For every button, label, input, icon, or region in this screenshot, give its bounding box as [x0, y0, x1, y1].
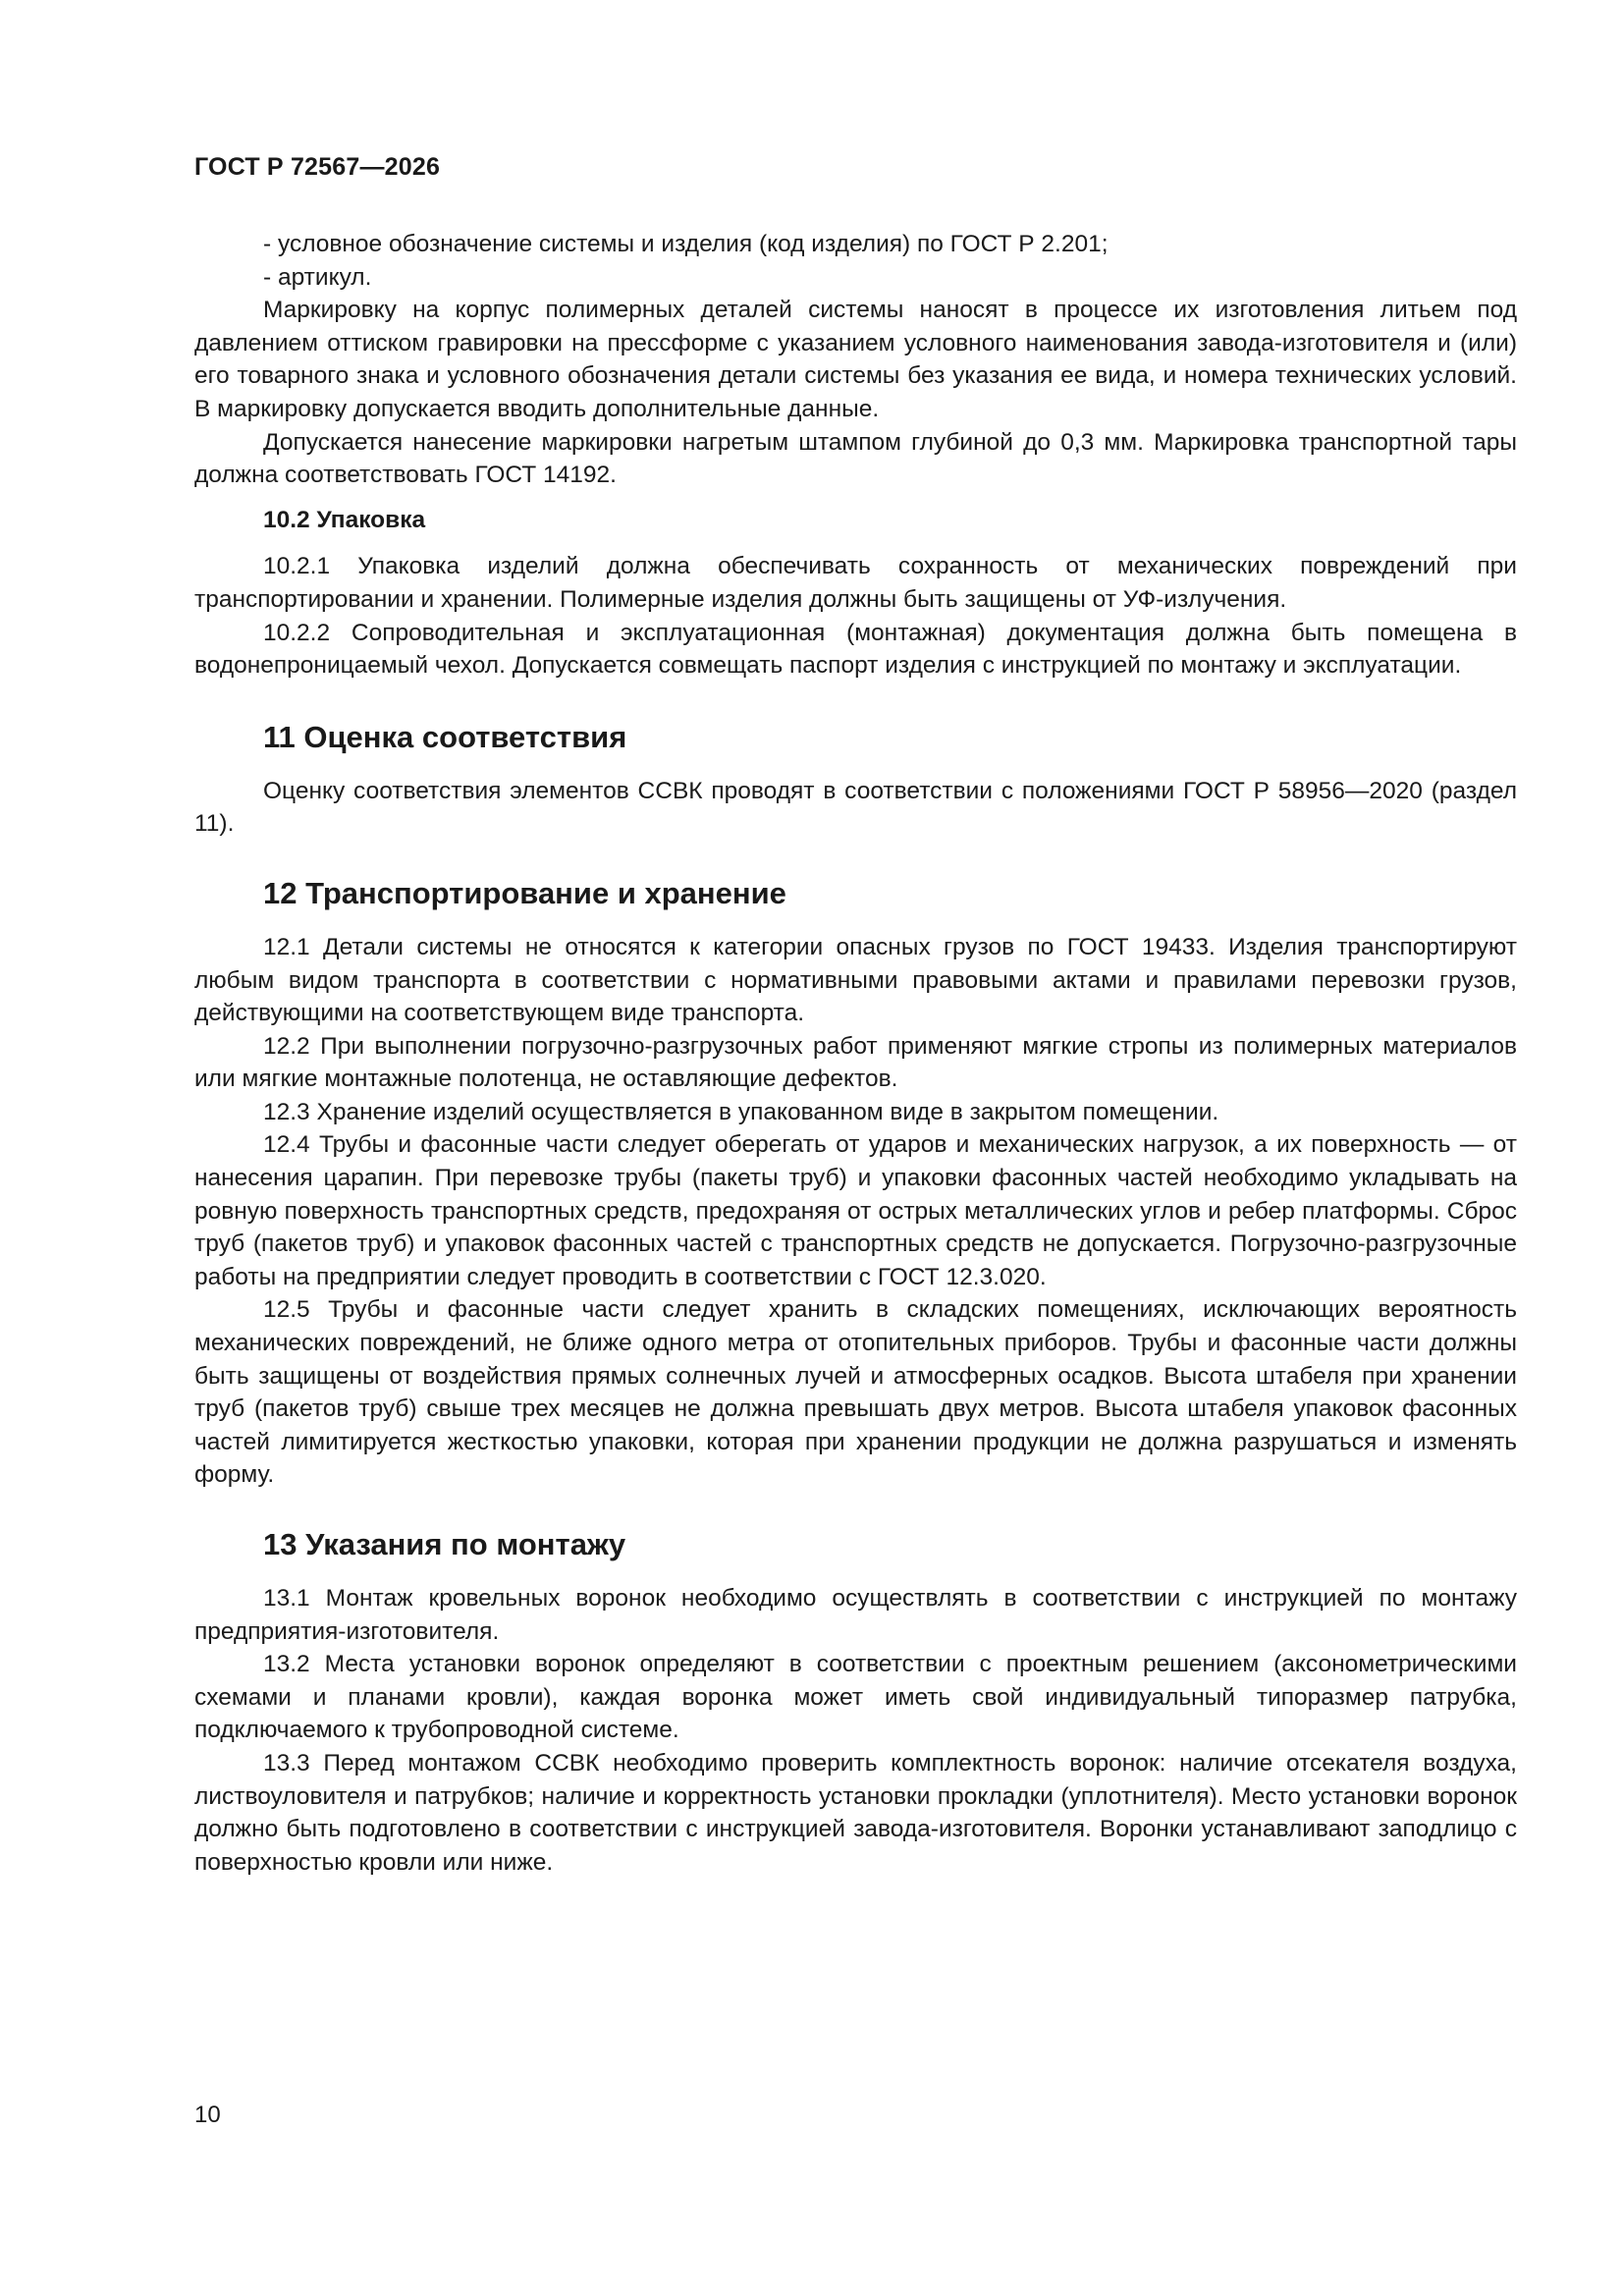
transport-paragraph-12-4: 12.4 Трубы и фасонные части следует оберегать от ударов и механических нагрузок, а их поверхность — от нанесения царапин. При перевозке трубы (пакеты труб) и упаковки фасонных частей необходимо укладывать на ровную поверхность транспортных средств, предохраняя от острых металлических углов и ребер платформы. Сброс труб (пакетов труб) и упаковок фасонных частей с транспортных средств не допускается. Погрузочно-разгрузочные работы на предприятии следует проводить в соответствии с ГОСТ 12.3.020. — [194, 1131, 1517, 1290]
subsection-heading-packaging: 10.2 Упаковка — [263, 506, 426, 533]
packaging-paragraph-10-2-1: 10.2.1 Упаковка изделий должна обеспечивать сохранность от механических повреждений при транспортировании и хранении. Полимерные изделия должны быть защищены от УФ-излучения. — [194, 553, 1517, 613]
section-heading-13: 13 Указания по монтажу — [263, 1527, 626, 1561]
marking-list-item-article: - артикул. — [263, 263, 372, 291]
transport-paragraph-12-5: 12.5 Трубы и фасонные части следует хранить в складских помещениях, исключающих вероятность механических повреждений, не ближе одного метра от отопительных приборов. Трубы и фасонные части должны быть защищены от воздействия прямых солнечных лучей и атмосферных осадков. Высота штабеля при хранении труб (пакетов труб) свыше трех месяцев не должна превышать двух метров. Высота штабеля упаковок фасонных частей лимитируется жесткостью упаковки, которая при хранении продукции не должна разрушаться и изменять форму. — [194, 1296, 1517, 1489]
document-body — [194, 228, 1517, 1879]
installation-paragraph-13-3: 13.3 Перед монтажом ССВК необходимо проверить комплектность воронок: наличие отсекателя воздуха, листвоуловителя и патрубков; наличие и корректность установки прокладки (уплотнителя). Место установки воронок должно быть подготовлено в соответствии с инструкцией завода-изготовителя. Воронки устанавливают заподлицо с поверхностью кровли или ниже. — [194, 1749, 1517, 1876]
installation-paragraph-13-1: 13.1 Монтаж кровельных воронок необходимо осуществлять в соответствии с инструкцией по монтажу предприятия-изготовителя. — [194, 1585, 1517, 1645]
installation-paragraph-13-2: 13.2 Места установки воронок определяют в соответствии с проектным решением (аксонометрическими схемами и планами кровли), каждая воронка может иметь свой индивидуальный типоразмер патрубка, подключаемого к трубопроводной системе. — [194, 1651, 1517, 1744]
document-code-header: ГОСТ Р 72567—2026 — [194, 153, 441, 181]
section-heading-11: 11 Оценка соответствия — [263, 719, 627, 754]
marking-paragraph-hot-stamp: Допускается нанесение маркировки нагретым штампом глубиной до 0,3 мм. Маркировка транспортной тары должна соответствовать ГОСТ 14192. — [194, 428, 1517, 489]
page-number: 10 — [194, 2102, 221, 2128]
transport-paragraph-12-1: 12.1 Детали системы не относятся к категории опасных грузов по ГОСТ 19433. Изделия транспортируют любым видом транспорта в соответствии с нормативными правовыми актами и правилами перевозки грузов, действующими на соответствующем виде транспорта. — [194, 933, 1517, 1027]
transport-paragraph-12-2: 12.2 При выполнении погрузочно-разгрузочных работ применяют мягкие стропы из полимерных материалов или мягкие монтажные полотенца, не оставляющие дефектов. — [194, 1032, 1517, 1093]
marking-paragraph-molding: Маркировку на корпус полимерных деталей системы наносят в процессе их изготовления литьем под давлением оттиском гравировки на прессформе с указанием условного наименования завода-изготовителя и (или) его товарного знака и условного обозначения детали системы без указания ее вида, и номера технических условий. В маркировку допускается вводить дополнительные данные. — [194, 297, 1517, 422]
packaging-paragraph-10-2-2: 10.2.2 Сопроводительная и эксплуатационная (монтажная) документация должна быть помещена в водонепроницаемый чехол. Допускается совмещать паспорт изделия с инструкцией по монтажу и эксплуатации. — [194, 619, 1517, 680]
transport-paragraph-12-3: 12.3 Хранение изделий осуществляется в упакованном виде в закрытом помещении. — [263, 1098, 1219, 1125]
conformity-paragraph: Оценку соответствия элементов ССВК проводят в соответствии с положениями ГОСТ Р 58956—2020 (раздел 11). — [194, 777, 1517, 838]
section-heading-12: 12 Транспортирование и хранение — [263, 875, 786, 910]
marking-list-item-designation: - условное обозначение системы и изделия (код изделия) по ГОСТ Р 2.201; — [263, 231, 1109, 257]
